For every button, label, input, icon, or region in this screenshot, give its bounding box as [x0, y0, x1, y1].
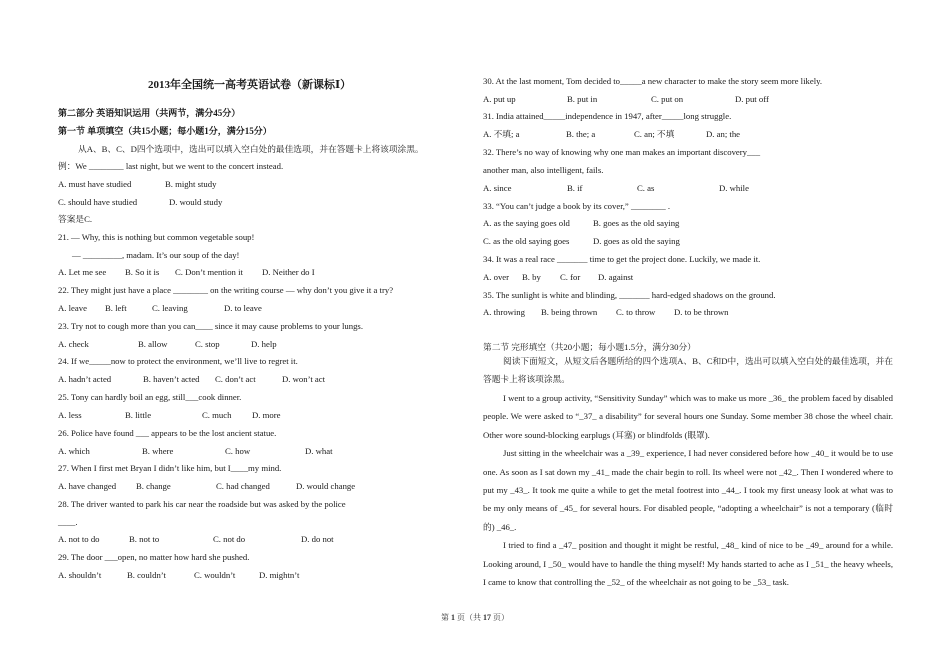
- question-29: 29. The door ___open, no matter how hard she pushed.: [58, 552, 250, 562]
- option: C. put on: [651, 94, 684, 104]
- question-35: 35. The sunlight is white and blinding, _______ hard-edged shadows on the ground.: [483, 290, 776, 300]
- option: B. allow: [138, 339, 168, 349]
- passage-paragraph: Just sitting in the wheelchair was a _39_ experience, I had never considered before how _40_ it would be to use one. As soon as I sat down my _41_ made the chair begin to roll. Its wheel were not _42_. Then I wondered where to put my _43_. It took me quite a while to get the metal footrest into _44_. I took my first uneasy look at what was to be my only means of _45_ for several hours. For disabled people, “adopting a wheelchair” is not a temporary (临时的) _46_.: [483, 448, 893, 532]
- option: D. mightn’t: [259, 570, 300, 580]
- example-answer: 答案是C.: [58, 214, 93, 224]
- section-2-instruction: [483, 352, 893, 389]
- option: C. leaving: [152, 303, 188, 313]
- question-24: 24. If we_____now to protect the environment, we’ll live to regret it.: [58, 356, 298, 366]
- option: C. wouldn’t: [194, 570, 236, 580]
- question-33-options-row2: [483, 235, 680, 247]
- question-22: 22. They might just have a place ________ on the writing course — why don’t you give it a try?: [58, 285, 394, 295]
- question-29-options: [58, 569, 299, 581]
- passage-paragraph: I went to a group activity, “Sensitivity Sunday” which was to make us more _36_ the problem faced by disabled people. We were asked to “_37_ a disability” for several hours one Sunday. Some member 38 chose the wheel chair. Other wore sound-blocking earplugs (耳塞) or blindfolds (眼罩).: [483, 393, 893, 440]
- option: C. how: [225, 446, 251, 456]
- question-28: 28. The driver wanted to park his car near the roadside but was asked by the police: [58, 499, 346, 509]
- option: A. 不填; a: [483, 129, 520, 139]
- option: B. little: [125, 410, 152, 420]
- option: A. over: [483, 272, 510, 282]
- total-pages: 17: [483, 613, 491, 622]
- option: C. as the old saying goes: [483, 236, 570, 246]
- option: B. haven’t acted: [143, 374, 200, 384]
- question-25: 25. Tony can hardly boil an egg, still___cook dinner.: [58, 392, 242, 402]
- question-34-options: [483, 271, 633, 283]
- question-21-options: [58, 266, 315, 278]
- part-heading: 第二部分 英语知识运用（共两节，满分45分）: [58, 108, 241, 118]
- option: C. Don’t mention it: [175, 267, 243, 277]
- question-28-options: [58, 533, 334, 545]
- option: B. the; a: [566, 129, 596, 139]
- option: A. put up: [483, 94, 516, 104]
- option: B. if: [567, 183, 583, 193]
- option: C. stop: [195, 339, 220, 349]
- passage-paragraph: I tried to find a _47_ position and thought it might be restful, _48_ kind of nice to be _49_ around for a while. Looking around, I _50_ would have to handle the thing myself! My hands started to ache as I _51_ the heavy wheels, I came to know that controlling the _52_ of the wheelchair as not going to be _53_ task.: [483, 540, 893, 588]
- question-27: 27. When I first met Bryan I didn’t like him, but I____my mind.: [58, 463, 282, 473]
- option: D. what: [305, 446, 333, 456]
- option: C. for: [560, 272, 581, 282]
- option: D. more: [252, 410, 281, 420]
- option: B. couldn’t: [127, 570, 166, 580]
- option: D. help: [251, 339, 277, 349]
- option: D. do not: [301, 534, 334, 544]
- option: A. leave: [58, 303, 87, 313]
- question-31-options: [483, 128, 740, 140]
- cloze-passage: [483, 389, 893, 591]
- section-heading: 第一节 单项填空（共15小题；每小题1分，满分15分）: [58, 126, 272, 136]
- example-options-row2: [58, 196, 222, 208]
- option: D. Neither do I: [262, 267, 315, 277]
- question-30-options: [483, 93, 769, 105]
- page-number: 1: [451, 613, 455, 622]
- question-31: 31. India attained_____independence in 1947, after_____long struggle.: [483, 111, 732, 121]
- option: A. not to do: [58, 534, 100, 544]
- option: B. left: [105, 303, 127, 313]
- option: D. would study: [169, 197, 223, 207]
- option: B. put in: [567, 94, 598, 104]
- option: C. don’t act: [215, 374, 256, 384]
- question-22-options: [58, 302, 262, 314]
- example-options-row1: [58, 178, 216, 190]
- footer-text: 第: [441, 613, 449, 622]
- question-26: 26. Police have found ___ appears to be the lost ancient statue.: [58, 428, 277, 438]
- option: A. Let me see: [58, 267, 107, 277]
- option: C. had changed: [216, 481, 270, 491]
- option: D. to leave: [224, 303, 262, 313]
- question-33: 33. “You can’t judge a book by its cover,” ________ .: [483, 201, 671, 211]
- option: B. by: [522, 272, 541, 282]
- option: C. an; 不填: [634, 129, 675, 139]
- question-23: 23. Try not to cough more than you can____ since it may cause problems to your lungs.: [58, 321, 363, 331]
- option: C. should have studied: [58, 197, 138, 207]
- question-24-options: [58, 373, 325, 385]
- option: C. to throw: [616, 307, 656, 317]
- option: A. shouldn’t: [58, 570, 102, 580]
- question-32-continued: another man, also intelligent, fails.: [483, 165, 604, 175]
- option: A. less: [58, 410, 82, 420]
- option: C. as: [637, 183, 655, 193]
- option: A. check: [58, 339, 89, 349]
- question-23-options: [58, 338, 277, 350]
- option: D. won’t act: [282, 374, 326, 384]
- option: B. goes as the old saying: [593, 218, 680, 228]
- option: D. to be thrown: [674, 307, 729, 317]
- question-21: 21. — Why, this is nothing but common vegetable soup!: [58, 232, 255, 242]
- option: A. which: [58, 446, 90, 456]
- option: B. might study: [165, 179, 217, 189]
- example-question: 例：We ________ last night, but we went to the concert instead.: [58, 161, 284, 171]
- option: D. while: [719, 183, 749, 193]
- instruction: 从A、B、C、D四个选项中，选出可以填入空白处的最佳选项，并在答题卡上将该项涂黑。: [78, 144, 424, 154]
- option: D. goes as old the saying: [593, 236, 680, 246]
- question-21-response: — _________, madam. It’s our soup of the day!: [72, 250, 240, 260]
- question-33-options-row1: [483, 217, 679, 229]
- footer-text: 页）: [493, 613, 509, 622]
- option: D. would change: [296, 481, 356, 491]
- option: B. where: [142, 446, 174, 456]
- section-2-heading: 第二节 完形填空（共20小题；每小题1.5分，满分30分）: [483, 342, 696, 352]
- option: B. So it is: [125, 267, 160, 277]
- question-26-options: [58, 445, 333, 457]
- option: A. since: [483, 183, 512, 193]
- option: C. not do: [213, 534, 246, 544]
- option: D. an; the: [706, 129, 741, 139]
- option: A. have changed: [58, 481, 117, 491]
- option: B. not to: [129, 534, 160, 544]
- option: A. as the saying goes old: [483, 218, 570, 228]
- question-32: 32. There’s no way of knowing why one man makes an important discovery___: [483, 147, 761, 157]
- page-footer: [0, 612, 950, 623]
- option: A. throwing: [483, 307, 525, 317]
- option: D. put off: [735, 94, 769, 104]
- question-32-options: [483, 182, 749, 194]
- question-35-options: [483, 306, 729, 318]
- option: A. hadn’t acted: [58, 374, 112, 384]
- question-27-options: [58, 480, 355, 492]
- question-28-blank: ____.: [58, 517, 78, 527]
- instruction-text: 阅读下面短文，从短文后各题所给的四个选项A、B、C和D中，选出可以填入空白处的最佳选项，并在答题卡上将该项涂黑。: [483, 356, 893, 385]
- option: B. being thrown: [541, 307, 598, 317]
- question-30: 30. At the last moment, Tom decided to_____a new character to make the story seem more likely.: [483, 76, 823, 86]
- option: B. change: [136, 481, 171, 491]
- option: D. against: [598, 272, 634, 282]
- question-25-options: [58, 409, 280, 421]
- option: C. much: [202, 410, 232, 420]
- footer-text: 页（共: [457, 613, 481, 622]
- option: A. must have studied: [58, 179, 132, 189]
- question-34: 34. It was a real race _______ time to get the project done. Luckily, we made it.: [483, 254, 761, 264]
- page-title: 2013年全国统一高考英语试卷（新课标Ⅰ）: [148, 79, 352, 91]
